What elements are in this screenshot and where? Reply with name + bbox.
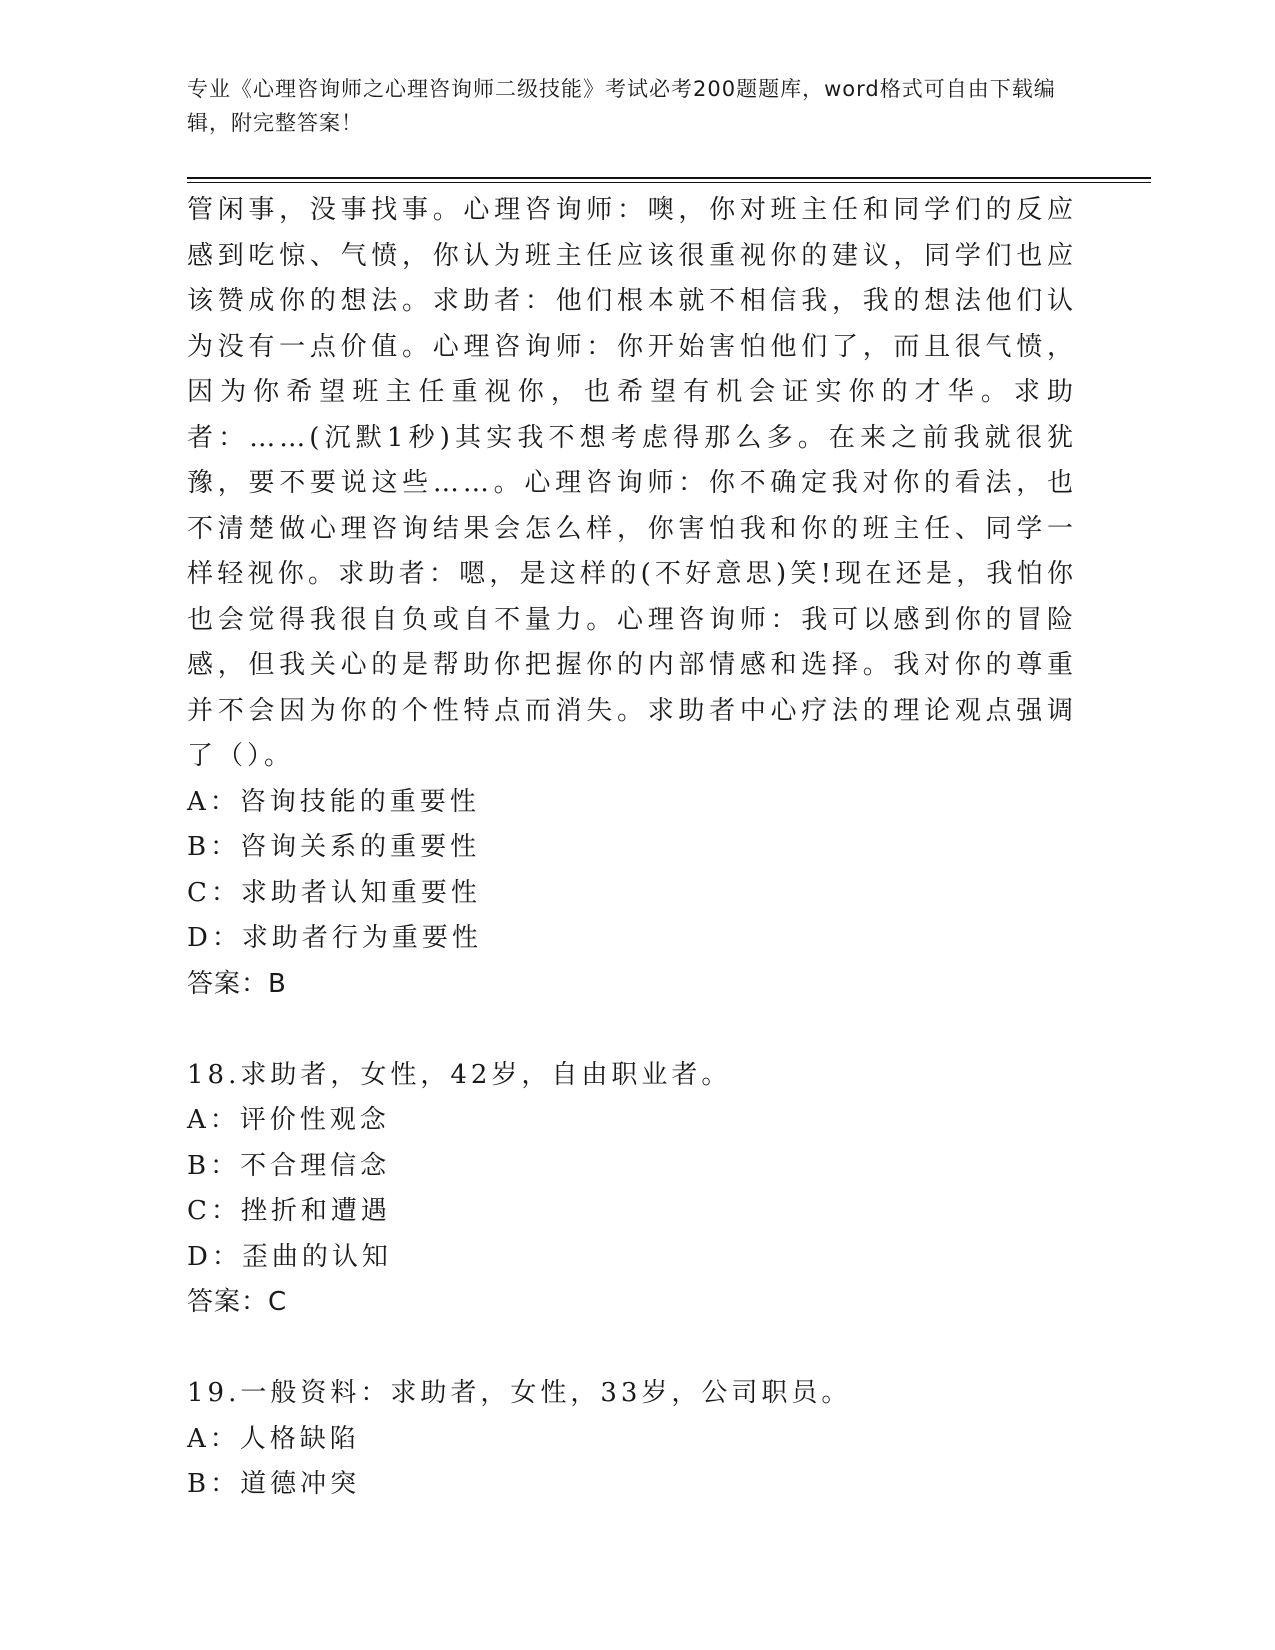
spacer bbox=[187, 1326, 1077, 1372]
option-b: B：道德冲突 bbox=[187, 1469, 361, 1499]
option-a: A：评价性观念 bbox=[187, 1105, 390, 1135]
question-18 bbox=[187, 1053, 1077, 1326]
question-17 bbox=[187, 188, 1077, 1007]
option-a: A：咨询技能的重要性 bbox=[187, 786, 480, 817]
header-rule-thick bbox=[187, 177, 1151, 179]
option-d: D：歪曲的认知 bbox=[187, 1241, 392, 1272]
option-a: A：人格缺陷 bbox=[187, 1423, 360, 1454]
question-passage: 管闲事，没事找事。心理咨询师：噢，你对班主任和同学们的反应感到吃惊、气愤，你认为班主任应该很重视你的建议，同学们也应该赞成你的想法。求助者：他们根本就不相信我，我的想法他们认为没有一点价值。心理咨询师：你开始害怕他们了，而且很气愤，因为你希望班主任重视你，也希望有机会证实你的才华。求助者：……(沉默1秒)其实我不想考虑得那么多。在来之前我就很犹豫，要不要说这些……。心理咨询师：你不确定我对你的看法，也不清楚做心理咨询结果会怎么样，你害怕我和你的班主任、同学一样轻视你。求助者：嗯，是这样的(不好意思)笑!现在还是，我怕你也会觉得我很自负或自不量力。心理咨询师：我可以感到你的冒险感，但我关心的是帮助你把握你的内部情感和选择。我对你的尊重并不会因为你的个性特点而消失。求助者中心疗法的理论观点强调了（）。 bbox=[187, 195, 1077, 771]
spacer bbox=[187, 1007, 1077, 1053]
header-title: 专业《心理咨询师之心理咨询师二级技能》考试必考200题题库，word格式可自由下载编辑，附完整答案！ bbox=[187, 77, 1056, 135]
question-stem: 18.求助者，女性，42岁，自由职业者。 bbox=[187, 1059, 732, 1090]
option-c: C：挫折和遭遇 bbox=[187, 1196, 391, 1226]
option-c: C：求助者认知重要性 bbox=[187, 877, 481, 908]
option-d: D：求助者行为重要性 bbox=[187, 923, 482, 953]
document-header bbox=[187, 72, 1067, 140]
answer-line: 答案：C bbox=[187, 1287, 288, 1317]
question-19 bbox=[187, 1371, 1077, 1508]
option-b: B：咨询关系的重要性 bbox=[187, 832, 481, 862]
question-stem: 19.一般资料：求助者，女性，33岁，公司职员。 bbox=[187, 1378, 852, 1408]
header-rule-thin bbox=[187, 182, 1151, 183]
option-b: B：不合理信念 bbox=[187, 1150, 391, 1181]
document-body bbox=[187, 188, 1077, 1508]
answer-line: 答案：B bbox=[187, 968, 287, 999]
